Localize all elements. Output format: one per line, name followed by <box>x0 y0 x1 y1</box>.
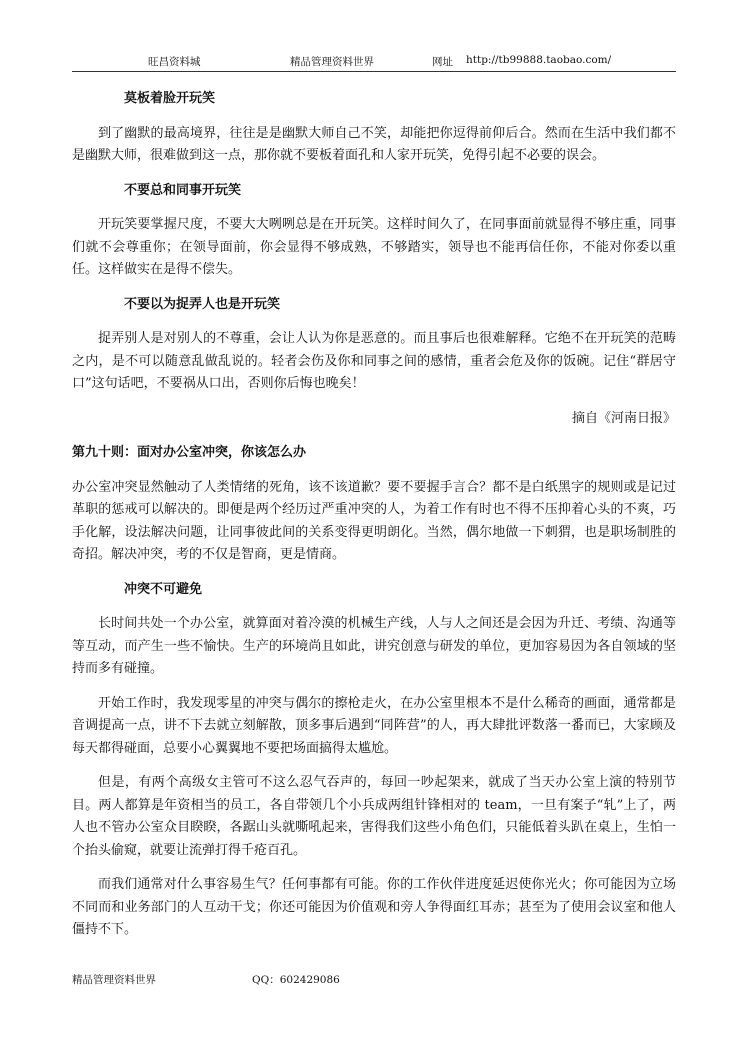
footer-site-name: 精品管理资料世界 <box>72 974 156 986</box>
page-header <box>72 51 676 72</box>
paragraph: 开玩笑要掌握尺度，不要大大咧咧总是在开玩笑。这样时间久了，在同事面前就显得不够庄重，同事们就不会尊重你；在领导面前，你会显得不够成熟，不够踏实，领导也不能再信任你，不能对你委以重任。这样做实在是得不偿失。 <box>72 217 676 277</box>
section-heading: 不要以为捉弄人也是开玩笑 <box>124 296 281 312</box>
footer-qq: QQ：602429086 <box>252 974 340 986</box>
paragraph: 而我们通常对什么事容易生气？任何事都有可能。你的工作伙伴进度延迟使你光火；你可能因为立场不同而和业务部门的人互动干戈；你还可能因为价值观和旁人争得面红耳赤；甚至为了使用会议室和他人僵持不下。 <box>72 877 676 937</box>
header-site-name: 旺昌资料城 <box>148 56 201 68</box>
section-heading: 莫板着脸开玩笑 <box>124 91 216 106</box>
header-title: 精品管理资料世界 <box>290 56 374 68</box>
header-url-label: 网址 <box>432 56 453 68</box>
paragraph: 长时间共处一个办公室，就算面对着冷漠的机械生产线，人与人之间还是会因为升迁、考绩、沟通等等互动，而产生一些不愉快。生产的环境尚且如此，讲究创意与研发的单位，更加容易因为各自领域的坚持而多有碰撞。 <box>72 616 676 676</box>
chapter-heading: 第九十则：面对办公室冲突，你该怎么办 <box>72 445 307 460</box>
header-url-link[interactable]: http://tb99888.taobao.com/ <box>466 54 612 66</box>
paragraph: 捉弄别人是对别人的不尊重，会让人认为你是恶意的。而且事后也很难解释。它绝不在开玩笑的范畴之内，是不可以随意乱做乱说的。轻者会伤及你和同事之间的感情，重者会危及你的饭碗。记住“群居守口”这句话吧，不要祸从口出，否则你后悔也晚矣！ <box>72 331 676 391</box>
paragraph: 但是，有两个高级女主管可不这么忍气吞声的，每回一吵起架来，就成了当天办公室上演的特别节目。两人都算是年资相当的员工，各自带领几个小兵成两组针锋相对的 team，一旦有案子“轧”上了，两人也不管办公室众目睽睽，各踞山头就嘶吼起来，害得我们这些小角色们，只能低着头趴在桌上，生怕一个抬头偷窥，就要让流弹打得千疮百孔。 <box>72 775 676 858</box>
section-heading: 冲突不可避免 <box>124 581 203 597</box>
paragraph: 开始工作时，我发现零星的冲突与偶尔的擦枪走火，在办公室里根本不是什么稀奇的画面，通常都是音调提高一点，讲不下去就立刻解散，顶多事后遇到“同阵营”的人，再大肆批评数落一番而已，大家顾及每天都得碰面，总要小心翼翼地不要把场面搞得太尴尬。 <box>72 695 676 756</box>
paragraph: 办公室冲突显然触动了人类情绪的死角，该不该道歉？要不要握手言合？都不是白纸黑字的规则或是记过革职的惩戒可以解决的。即便是两个经历过严重冲突的人，为着工作有时也不得不压抑着心头的不爽，巧手化解，设法解决问题，让同事彼此间的关系变得更明朗化。当然，偶尔地做一下刺猬，也是职场制胜的奇招。解决冲突，考的不仅是智商，更是情商。 <box>72 479 676 562</box>
document-body <box>72 88 676 942</box>
section-heading: 不要总和同事开玩笑 <box>124 182 242 198</box>
paragraph: 到了幽默的最高境界，往往是是幽默大师自己不笑，却能把你逗得前仰后合。然而在生活中我们都不是幽默大师，很难做到这一点，那你就不要板着面孔和人家开玩笑，免得引起不必要的误会。 <box>72 125 676 163</box>
source-citation: 摘自《河南日报》 <box>571 410 676 426</box>
